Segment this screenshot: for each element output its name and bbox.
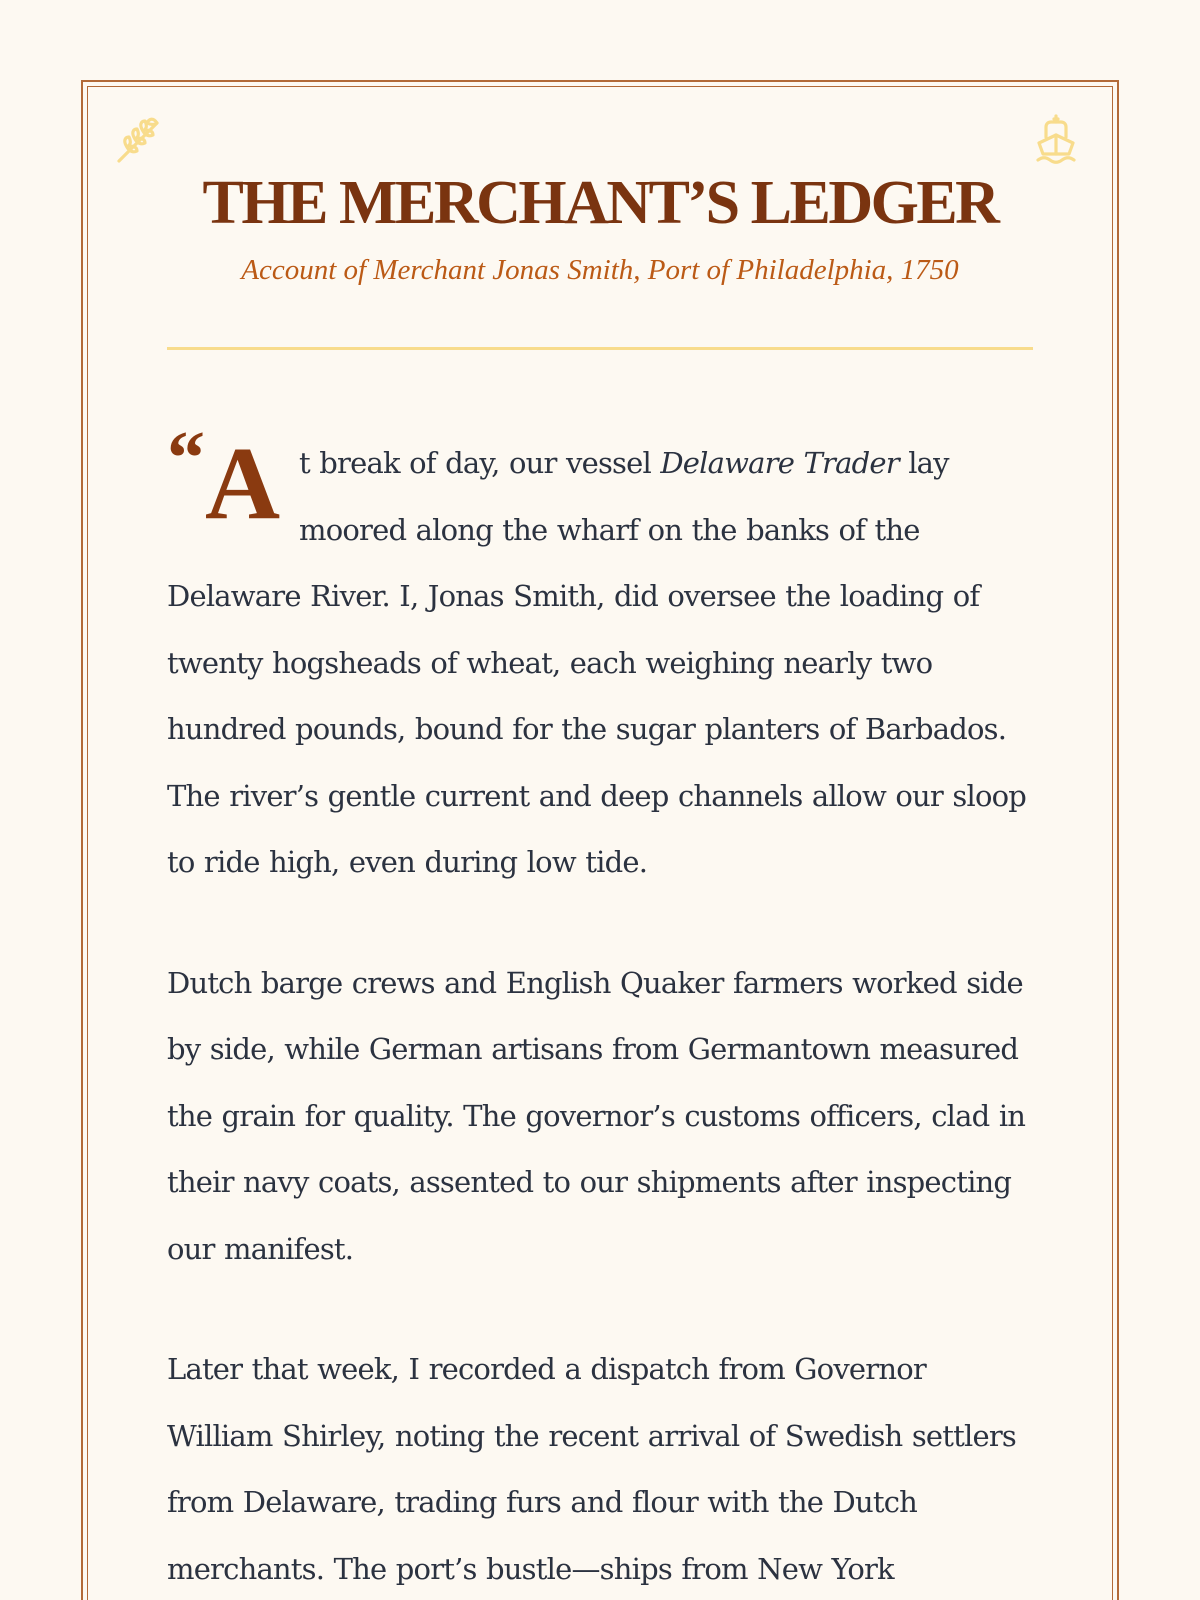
vessel-name: Delaware Trader [660, 446, 899, 480]
ledger-entry-1 [167, 416, 1033, 896]
drop-cap [167, 416, 299, 542]
page-subtitle: Account of Merchant Jonas Smith, Port of Philadelphia, 1750 [241, 254, 959, 286]
ledger-entry-3: Later that week, I recorded a dispatch from Governor William Shirley, noting the recent arrival of Swedish settlers from Delaware, trading furs and flour with the Dutch merchants. The port’s bustle—ships from New York [167, 1352, 1016, 1586]
ledger-content [167, 416, 1033, 1600]
entry-1-lead: t break of day, our vessel [299, 446, 661, 480]
drop-cap-quote: “ [167, 416, 205, 500]
entry-1-rest: lay moored along the wharf on the banks of the Delaware River. I, Jonas Smith, did oversee the loading of twenty hogsheads of wheat, each weighing nearly two hundred pounds, bound for the sugar planters of Barbados. The river’s gentle current and deep channels allow our sloop to ride high, even during low tide. [167, 446, 1027, 879]
drop-cap-letter: A [205, 426, 280, 541]
page-title: THE MERCHANT’S LEDGER [202, 169, 998, 237]
wheat-icon [113, 113, 167, 167]
ship-icon [1034, 113, 1088, 167]
title-divider [167, 347, 1033, 350]
ledger-entry-2: Dutch barge crews and English Quaker farmers worked side by side, while German artisans from Germantown measured the grain for quality. The governor’s customs officers, clad in their navy coats, assented to our shipments after inspecting our manifest. [167, 965, 1026, 1266]
